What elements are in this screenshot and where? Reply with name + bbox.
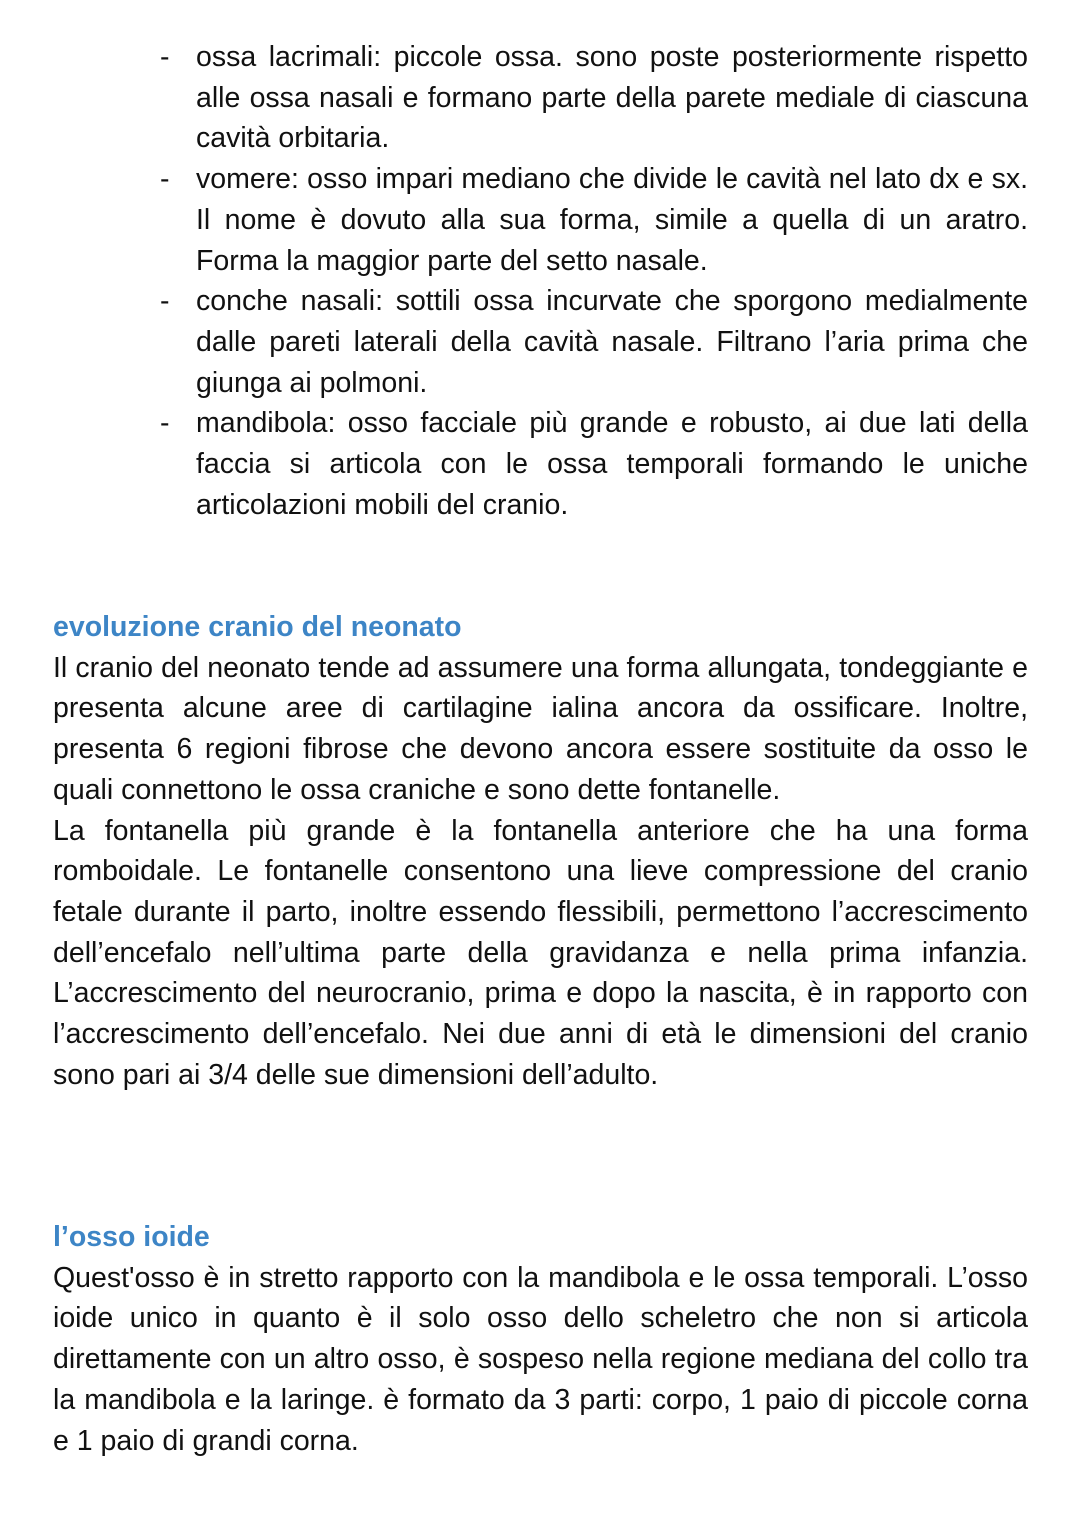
bullet-dash: - [160,163,170,196]
section-ioide [53,1217,1028,1461]
list-item-text: vomere: osso impari mediano che divide le cavità nel lato dx e sx. Il nome è dovuto alla sua forma, simile a quella di un aratro. Forma la maggior parte del setto nasale. [196,163,1028,277]
bullet-dash: - [160,285,170,318]
section-neonato [53,607,1028,1095]
section-heading-ioide: l’osso ioide [53,1221,210,1253]
list-item [160,281,1028,403]
bullet-dash: - [160,407,170,440]
list-item [160,37,1028,159]
section-heading-neonato: evoluzione cranio del neonato [53,611,462,643]
paragraph: Il cranio del neonato tende ad assumere una forma allungata, tondeggiante e presenta alcune aree di cartilagine ialina ancora da ossificare. Inoltre, presenta 6 regioni fibrose che devono ancora essere sostituite da osso le quali connettono le ossa craniche e sono dette fontanelle. [53,651,1028,806]
paragraph: Quest'osso è in stretto rapporto con la mandibola e le ossa temporali. L’osso ioide unico in quanto è il solo osso dello scheletro che non si articola direttamente con un altro osso, è sospeso nella regione mediana del collo tra la mandibola e la laringe. è formato da 3 parti: corpo, 1 paio di piccole corna e 1 paio di grandi corna. [53,1261,1028,1457]
bones-list [160,37,1028,525]
list-item [160,159,1028,281]
list-item-text: mandibola: osso facciale più grande e robusto, ai due lati della faccia si articola con le ossa temporali formando le uniche articolazioni mobili del cranio. [196,407,1028,521]
list-item-text: ossa lacrimali: piccole ossa. sono poste posteriormente rispetto alle ossa nasali e formano parte della parete mediale di ciascuna cavità orbitaria. [196,41,1028,155]
paragraph: La fontanella più grande è la fontanella anteriore che ha una forma romboidale. Le fontanelle consentono una lieve compressione del cranio fetale durante il parto, inoltre essendo flessibili, permettono l’accrescimento dell’encefalo nell’ultima parte della gravidanza e nella prima infanzia. L’accrescimento del neurocranio, prima e dopo la nascita, è in rapporto con l’accrescimento dell’encefalo. Nei due anni di età le dimensioni del cranio sono pari ai 3/4 delle sue dimensioni dell’adulto. [53,814,1028,1091]
list-item [160,403,1028,525]
bullet-dash: - [160,41,170,73]
list-item-text: conche nasali: sottili ossa incurvate che sporgono medialmente dalle pareti laterali della cavità nasale. Filtrano l’aria prima che giunga ai polmoni. [196,285,1028,399]
